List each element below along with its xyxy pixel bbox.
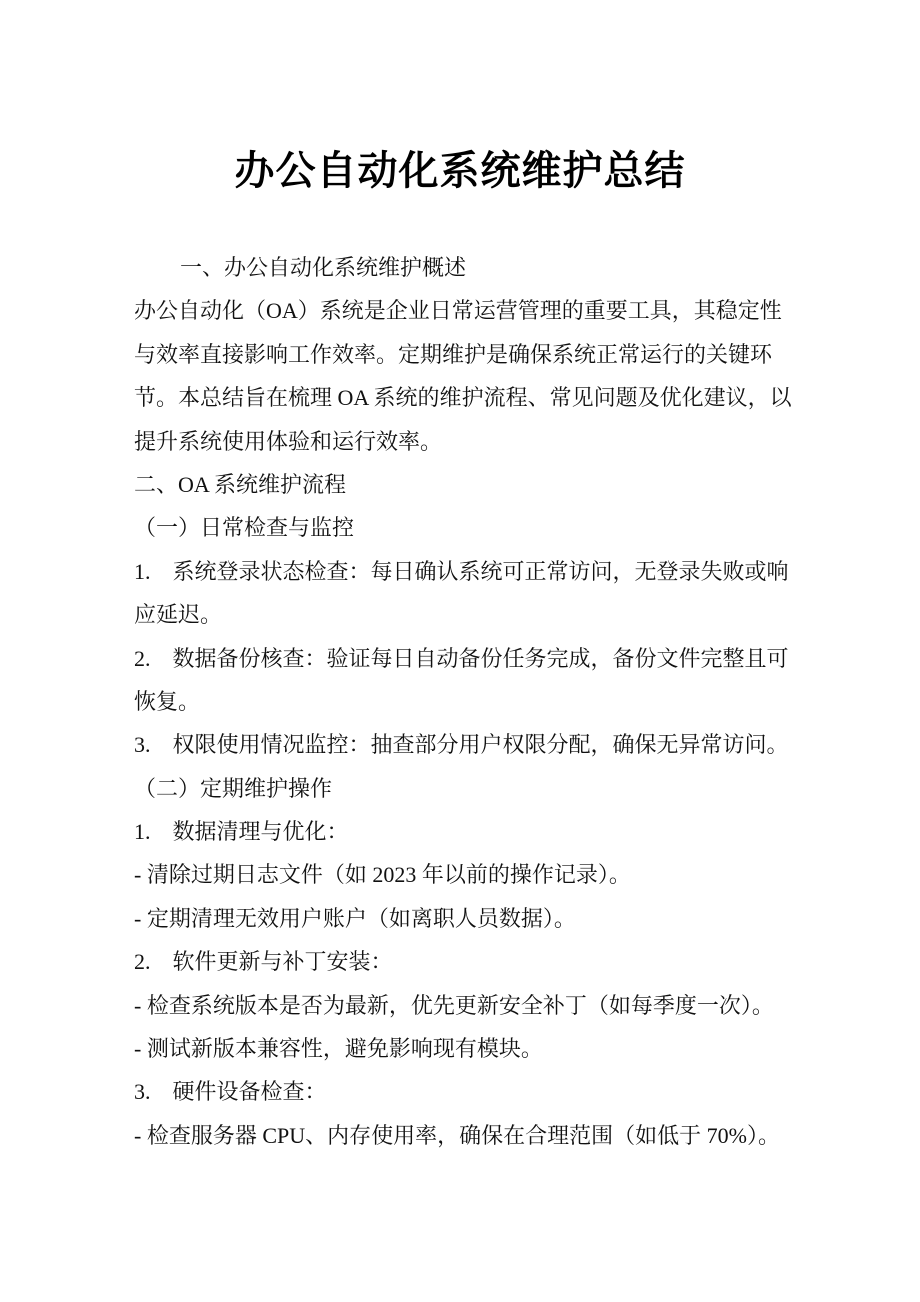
numbered-item-hardware-check: 3. 硬件设备检查：: [134, 1079, 327, 1105]
numbered-item-data-cleanup: 1. 数据清理与优化：: [134, 819, 349, 845]
numbered-item-login-check: 1. 系统登录状态检查：每日确认系统可正常访问，无登录失败或响: [134, 558, 789, 584]
numbered-item-backup-check-continuation: 恢复。: [134, 688, 201, 714]
overview-paragraph-line-3: 节。本总结旨在梳理 OA 系统的维护流程、常见问题及优化建议，以: [134, 385, 792, 411]
overview-paragraph-line-2: 与效率直接影响工作效率。定期维护是确保系统正常运行的关键环: [134, 341, 773, 367]
bullet-item-cpu-memory-check: - 检查服务器 CPU、内存使用率，确保在合理范围（如低于 70%）。: [134, 1122, 780, 1148]
subsection-heading-periodic-maintenance: （二）定期维护操作: [134, 775, 333, 801]
section-heading-1: 一、办公自动化系统维护概述: [180, 255, 467, 280]
document-body: [0, 246, 920, 1157]
numbered-item-backup-check: 2. 数据备份核查：验证每日自动备份任务完成，备份文件完整且可: [134, 645, 789, 671]
bullet-item-compatibility-test: - 测试新版本兼容性，避免影响现有模块。: [134, 1036, 543, 1062]
section-heading-2: 二、OA 系统维护流程: [134, 471, 347, 497]
numbered-item-software-update: 2. 软件更新与补丁安装：: [134, 949, 393, 975]
bullet-item-version-check: - 检查系统版本是否为最新，优先更新安全补丁（如每季度一次）。: [134, 992, 774, 1018]
overview-paragraph-line-1: 办公自动化（OA）系统是企业日常运营管理的重要工具，其稳定性: [134, 298, 782, 324]
subsection-heading-daily-check: （一）日常检查与监控: [134, 515, 355, 541]
numbered-item-permission-monitor: 3. 权限使用情况监控：抽查部分用户权限分配，确保无异常访问。: [134, 732, 789, 758]
document-title: 办公自动化系统维护总结: [234, 149, 686, 193]
overview-paragraph-line-4: 提升系统使用体验和运行效率。: [134, 428, 443, 454]
bullet-item-clear-accounts: - 定期清理无效用户账户（如离职人员数据）。: [134, 905, 576, 931]
bullet-item-clear-logs: - 清除过期日志文件（如 2023 年以前的操作记录）。: [134, 862, 631, 888]
numbered-item-login-check-continuation: 应延迟。: [134, 602, 223, 628]
